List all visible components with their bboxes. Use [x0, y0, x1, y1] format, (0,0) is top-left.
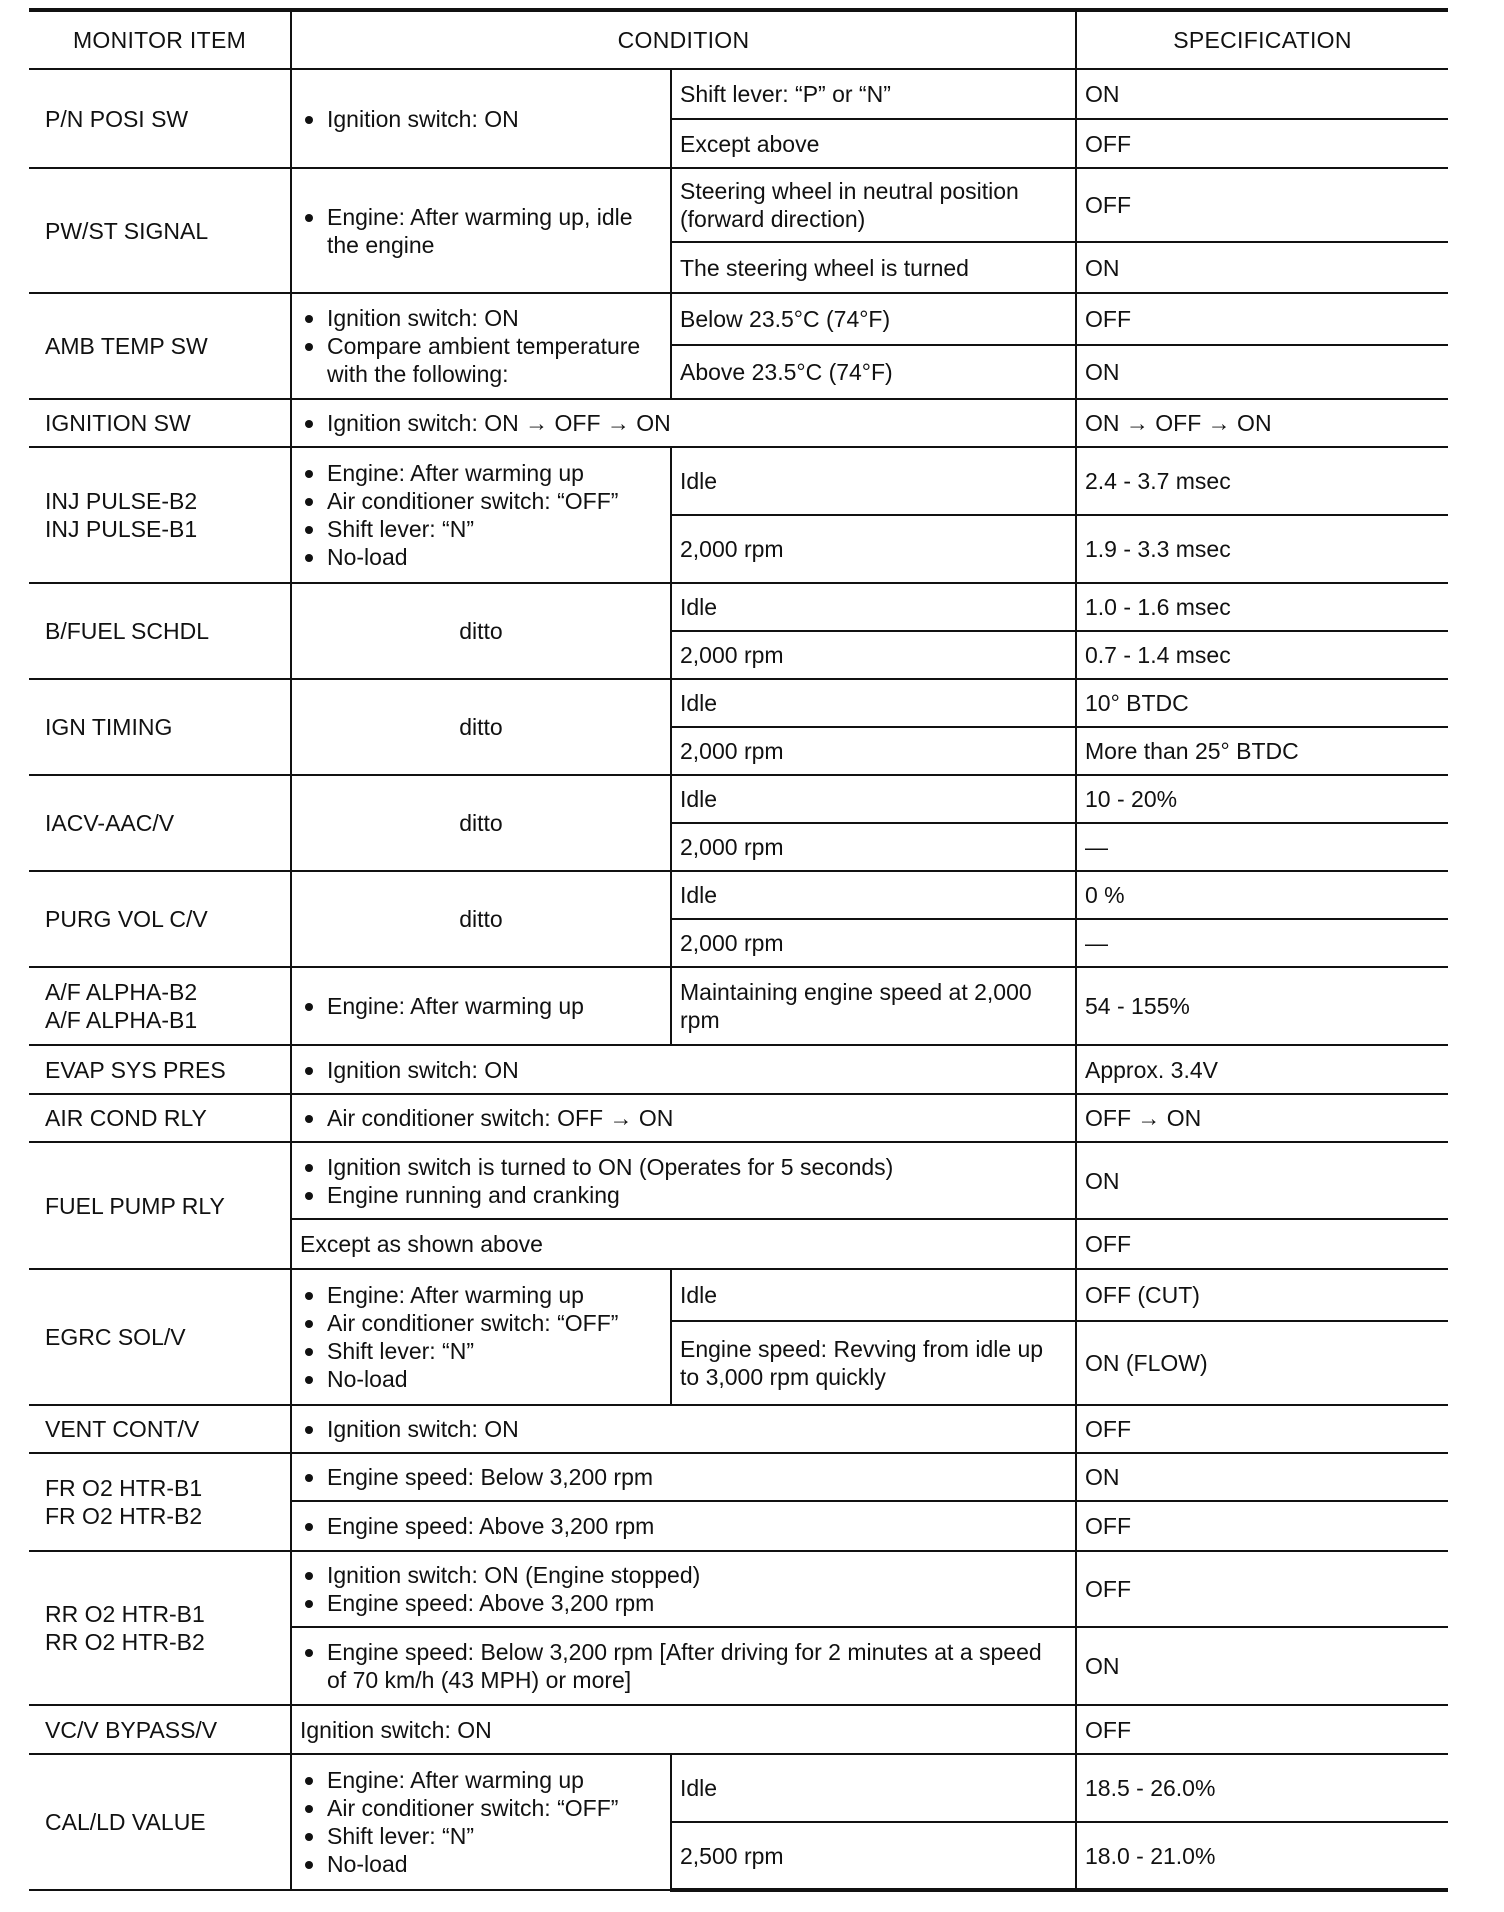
- sub-condition: Steering wheel in neutral position (forward direction): [671, 168, 1076, 242]
- specification-value: 0 %: [1076, 871, 1448, 919]
- sub-condition: Idle: [671, 1269, 1076, 1321]
- monitor-item: PURG VOL C/V: [29, 871, 291, 967]
- ditto-cell: ditto: [291, 583, 671, 679]
- sub-condition: Except above: [671, 119, 1076, 168]
- monitor-item-line: A/F ALPHA-B1: [45, 1007, 198, 1033]
- condition-bullet: Air conditioner switch: OFF → ON: [300, 1104, 1067, 1132]
- condition-cell: [291, 1094, 1076, 1142]
- sub-condition: Maintaining engine speed at 2,000 rpm: [671, 967, 1076, 1045]
- monitor-item-line: A/F ALPHA-B2: [45, 979, 198, 1005]
- table-row: [29, 871, 1448, 919]
- monitor-item-line: FR O2 HTR-B2: [45, 1503, 203, 1529]
- condition-bullet: No-load: [300, 1850, 662, 1878]
- table-row: [29, 69, 1448, 119]
- header-monitor-item: MONITOR ITEM: [29, 10, 291, 69]
- specification-value: ON (FLOW): [1076, 1321, 1448, 1405]
- header-specification: SPECIFICATION: [1076, 10, 1448, 69]
- table-row: [29, 399, 1448, 447]
- sub-condition: 2,000 rpm: [671, 919, 1076, 967]
- specification-value: OFF: [1076, 168, 1448, 242]
- table-row: [29, 1045, 1448, 1094]
- ditto-cell: ditto: [291, 775, 671, 871]
- specification-value: Approx. 3.4V: [1076, 1045, 1448, 1094]
- sub-condition: Idle: [671, 679, 1076, 727]
- sub-condition: 2,000 rpm: [671, 823, 1076, 871]
- specification-value: 2.4 - 3.7 msec: [1076, 447, 1448, 515]
- condition-bullet: Engine: After warming up, idle the engine: [300, 203, 662, 259]
- specification-value: ON: [1076, 1142, 1448, 1219]
- specification-value: 54 - 155%: [1076, 967, 1448, 1045]
- specification-value: OFF: [1076, 1219, 1448, 1269]
- condition-cell: [291, 1501, 1076, 1551]
- table-row: [29, 679, 1448, 727]
- specification-value: OFF: [1076, 119, 1448, 168]
- specification-value: 18.5 - 26.0%: [1076, 1754, 1448, 1822]
- monitor-item: AMB TEMP SW: [29, 293, 291, 399]
- monitor-item-line: RR O2 HTR-B1: [45, 1601, 205, 1627]
- condition-bullet: Ignition switch: ON → OFF → ON: [300, 409, 1067, 437]
- condition-bullet: Engine: After warming up: [300, 992, 662, 1020]
- monitor-item: EVAP SYS PRES: [29, 1045, 291, 1094]
- condition-bullet: Air conditioner switch: “OFF”: [300, 1794, 662, 1822]
- condition-bullet: Ignition switch: ON (Engine stopped): [300, 1561, 1067, 1589]
- specification-value: ON → OFF → ON: [1076, 399, 1448, 447]
- specification-value: —: [1076, 823, 1448, 871]
- ditto-cell: ditto: [291, 871, 671, 967]
- table-row: [29, 583, 1448, 631]
- monitor-item: [29, 1551, 291, 1705]
- monitor-item: VC/V BYPASS/V: [29, 1705, 291, 1754]
- sub-condition: Idle: [671, 1754, 1076, 1822]
- condition-cell: Except as shown above: [291, 1219, 1076, 1269]
- condition-bullet: Shift lever: “N”: [300, 1337, 662, 1365]
- condition-bullet: Compare ambient temperature with the following:: [300, 332, 662, 388]
- condition-cell: [291, 447, 671, 583]
- condition-bullet: Engine speed: Above 3,200 rpm: [300, 1512, 1067, 1540]
- monitor-item: [29, 967, 291, 1045]
- specification-value: ON: [1076, 69, 1448, 119]
- specification-value: OFF: [1076, 1551, 1448, 1627]
- ditto-cell: ditto: [291, 679, 671, 775]
- condition-bullet: Engine running and cranking: [300, 1181, 1067, 1209]
- sub-condition: 2,000 rpm: [671, 631, 1076, 679]
- sub-condition: Shift lever: “P” or “N”: [671, 69, 1076, 119]
- condition-cell: [291, 967, 671, 1045]
- condition-cell: [291, 1045, 1076, 1094]
- monitor-item: B/FUEL SCHDL: [29, 583, 291, 679]
- specification-value: OFF (CUT): [1076, 1269, 1448, 1321]
- condition-bullet: Ignition switch is turned to ON (Operates for 5 seconds): [300, 1153, 1067, 1181]
- condition-bullet: Shift lever: “N”: [300, 1822, 662, 1850]
- sub-condition: Above 23.5°C (74°F): [671, 345, 1076, 399]
- monitor-item: PW/ST SIGNAL: [29, 168, 291, 293]
- condition-bullet: Engine speed: Below 3,200 rpm: [300, 1463, 1067, 1491]
- specification-value: 18.0 - 21.0%: [1076, 1822, 1448, 1890]
- table-row: [29, 1269, 1448, 1321]
- table-row: [29, 168, 1448, 242]
- condition-bullet: Ignition switch: ON: [300, 304, 662, 332]
- table-row: [29, 293, 1448, 345]
- sub-condition: 2,500 rpm: [671, 1822, 1076, 1890]
- table-row: [29, 1754, 1448, 1822]
- condition-bullet: Engine: After warming up: [300, 459, 662, 487]
- specification-value: 1.9 - 3.3 msec: [1076, 515, 1448, 583]
- sub-condition: Idle: [671, 447, 1076, 515]
- sub-condition: Idle: [671, 775, 1076, 823]
- condition-bullet: Air conditioner switch: “OFF”: [300, 487, 662, 515]
- specification-value: OFF: [1076, 1501, 1448, 1551]
- condition-bullet: Air conditioner switch: “OFF”: [300, 1309, 662, 1337]
- condition-bullet: Shift lever: “N”: [300, 515, 662, 543]
- monitor-item: [29, 1453, 291, 1551]
- specification-value: OFF → ON: [1076, 1094, 1448, 1142]
- table-row: [29, 1705, 1448, 1754]
- condition-bullet: No-load: [300, 543, 662, 571]
- header-condition: CONDITION: [291, 10, 1076, 69]
- table-row: [29, 775, 1448, 823]
- table-row: [29, 447, 1448, 515]
- table-row: [29, 1551, 1448, 1627]
- condition-bullet: Ignition switch: ON: [300, 1056, 1067, 1084]
- specification-value: ON: [1076, 242, 1448, 293]
- table-row: [29, 1405, 1448, 1453]
- sub-condition: Idle: [671, 583, 1076, 631]
- condition-cell: [291, 1269, 671, 1405]
- sub-condition: 2,000 rpm: [671, 727, 1076, 775]
- table-row: [29, 1142, 1448, 1219]
- monitor-item-line: FR O2 HTR-B1: [45, 1475, 203, 1501]
- condition-cell: [291, 1551, 1076, 1627]
- sub-condition: Idle: [671, 871, 1076, 919]
- monitor-item-line: INJ PULSE-B2: [45, 488, 198, 514]
- monitor-item: [29, 447, 291, 583]
- specification-value: 10 - 20%: [1076, 775, 1448, 823]
- condition-cell: [291, 1754, 671, 1890]
- monitor-item: VENT CONT/V: [29, 1405, 291, 1453]
- condition-bullet: Engine: After warming up: [300, 1766, 662, 1794]
- specification-value: OFF: [1076, 1705, 1448, 1754]
- condition-bullet: Ignition switch: ON: [300, 1415, 1067, 1443]
- monitor-item: CAL/LD VALUE: [29, 1754, 291, 1890]
- condition-cell: [291, 1142, 1076, 1219]
- monitor-item: IGNITION SW: [29, 399, 291, 447]
- condition-bullet: Ignition switch: ON: [300, 105, 662, 133]
- monitor-item: AIR COND RLY: [29, 1094, 291, 1142]
- specification-value: OFF: [1076, 1405, 1448, 1453]
- specification-value: 0.7 - 1.4 msec: [1076, 631, 1448, 679]
- condition-cell: [291, 293, 671, 399]
- specification-value: More than 25° BTDC: [1076, 727, 1448, 775]
- condition-cell: [291, 69, 671, 168]
- condition-cell: [291, 1405, 1076, 1453]
- specification-value: OFF: [1076, 293, 1448, 345]
- condition-cell: Ignition switch: ON: [291, 1705, 1076, 1754]
- condition-bullet: Engine speed: Above 3,200 rpm: [300, 1589, 1067, 1617]
- specification-value: 10° BTDC: [1076, 679, 1448, 727]
- monitor-item-line: INJ PULSE-B1: [45, 516, 198, 542]
- spec-table-container: [29, 8, 1448, 1892]
- table-row: [29, 967, 1448, 1045]
- specification-value: ON: [1076, 345, 1448, 399]
- sub-condition: Engine speed: Revving from idle up to 3,000 rpm quickly: [671, 1321, 1076, 1405]
- monitor-item-line: RR O2 HTR-B2: [45, 1629, 205, 1655]
- sub-condition: The steering wheel is turned: [671, 242, 1076, 293]
- condition-cell: [291, 168, 671, 293]
- sub-condition: Below 23.5°C (74°F): [671, 293, 1076, 345]
- monitor-spec-table: [29, 8, 1448, 1892]
- monitor-item: IGN TIMING: [29, 679, 291, 775]
- monitor-item: P/N POSI SW: [29, 69, 291, 168]
- monitor-item: IACV-AAC/V: [29, 775, 291, 871]
- monitor-item: EGRC SOL/V: [29, 1269, 291, 1405]
- monitor-item: FUEL PUMP RLY: [29, 1142, 291, 1269]
- condition-cell: [291, 1627, 1076, 1705]
- specification-value: ON: [1076, 1453, 1448, 1501]
- header-row: [29, 10, 1448, 69]
- condition-bullet: No-load: [300, 1365, 662, 1393]
- condition-cell: [291, 399, 1076, 447]
- table-row: [29, 1094, 1448, 1142]
- condition-cell: [291, 1453, 1076, 1501]
- condition-bullet: Engine speed: Below 3,200 rpm [After driving for 2 minutes at a speed of 70 km/h (43 MPH) or more]: [300, 1638, 1067, 1694]
- specification-value: 1.0 - 1.6 msec: [1076, 583, 1448, 631]
- sub-condition: 2,000 rpm: [671, 515, 1076, 583]
- table-row: [29, 1453, 1448, 1501]
- specification-value: —: [1076, 919, 1448, 967]
- specification-value: ON: [1076, 1627, 1448, 1705]
- condition-bullet: Engine: After warming up: [300, 1281, 662, 1309]
